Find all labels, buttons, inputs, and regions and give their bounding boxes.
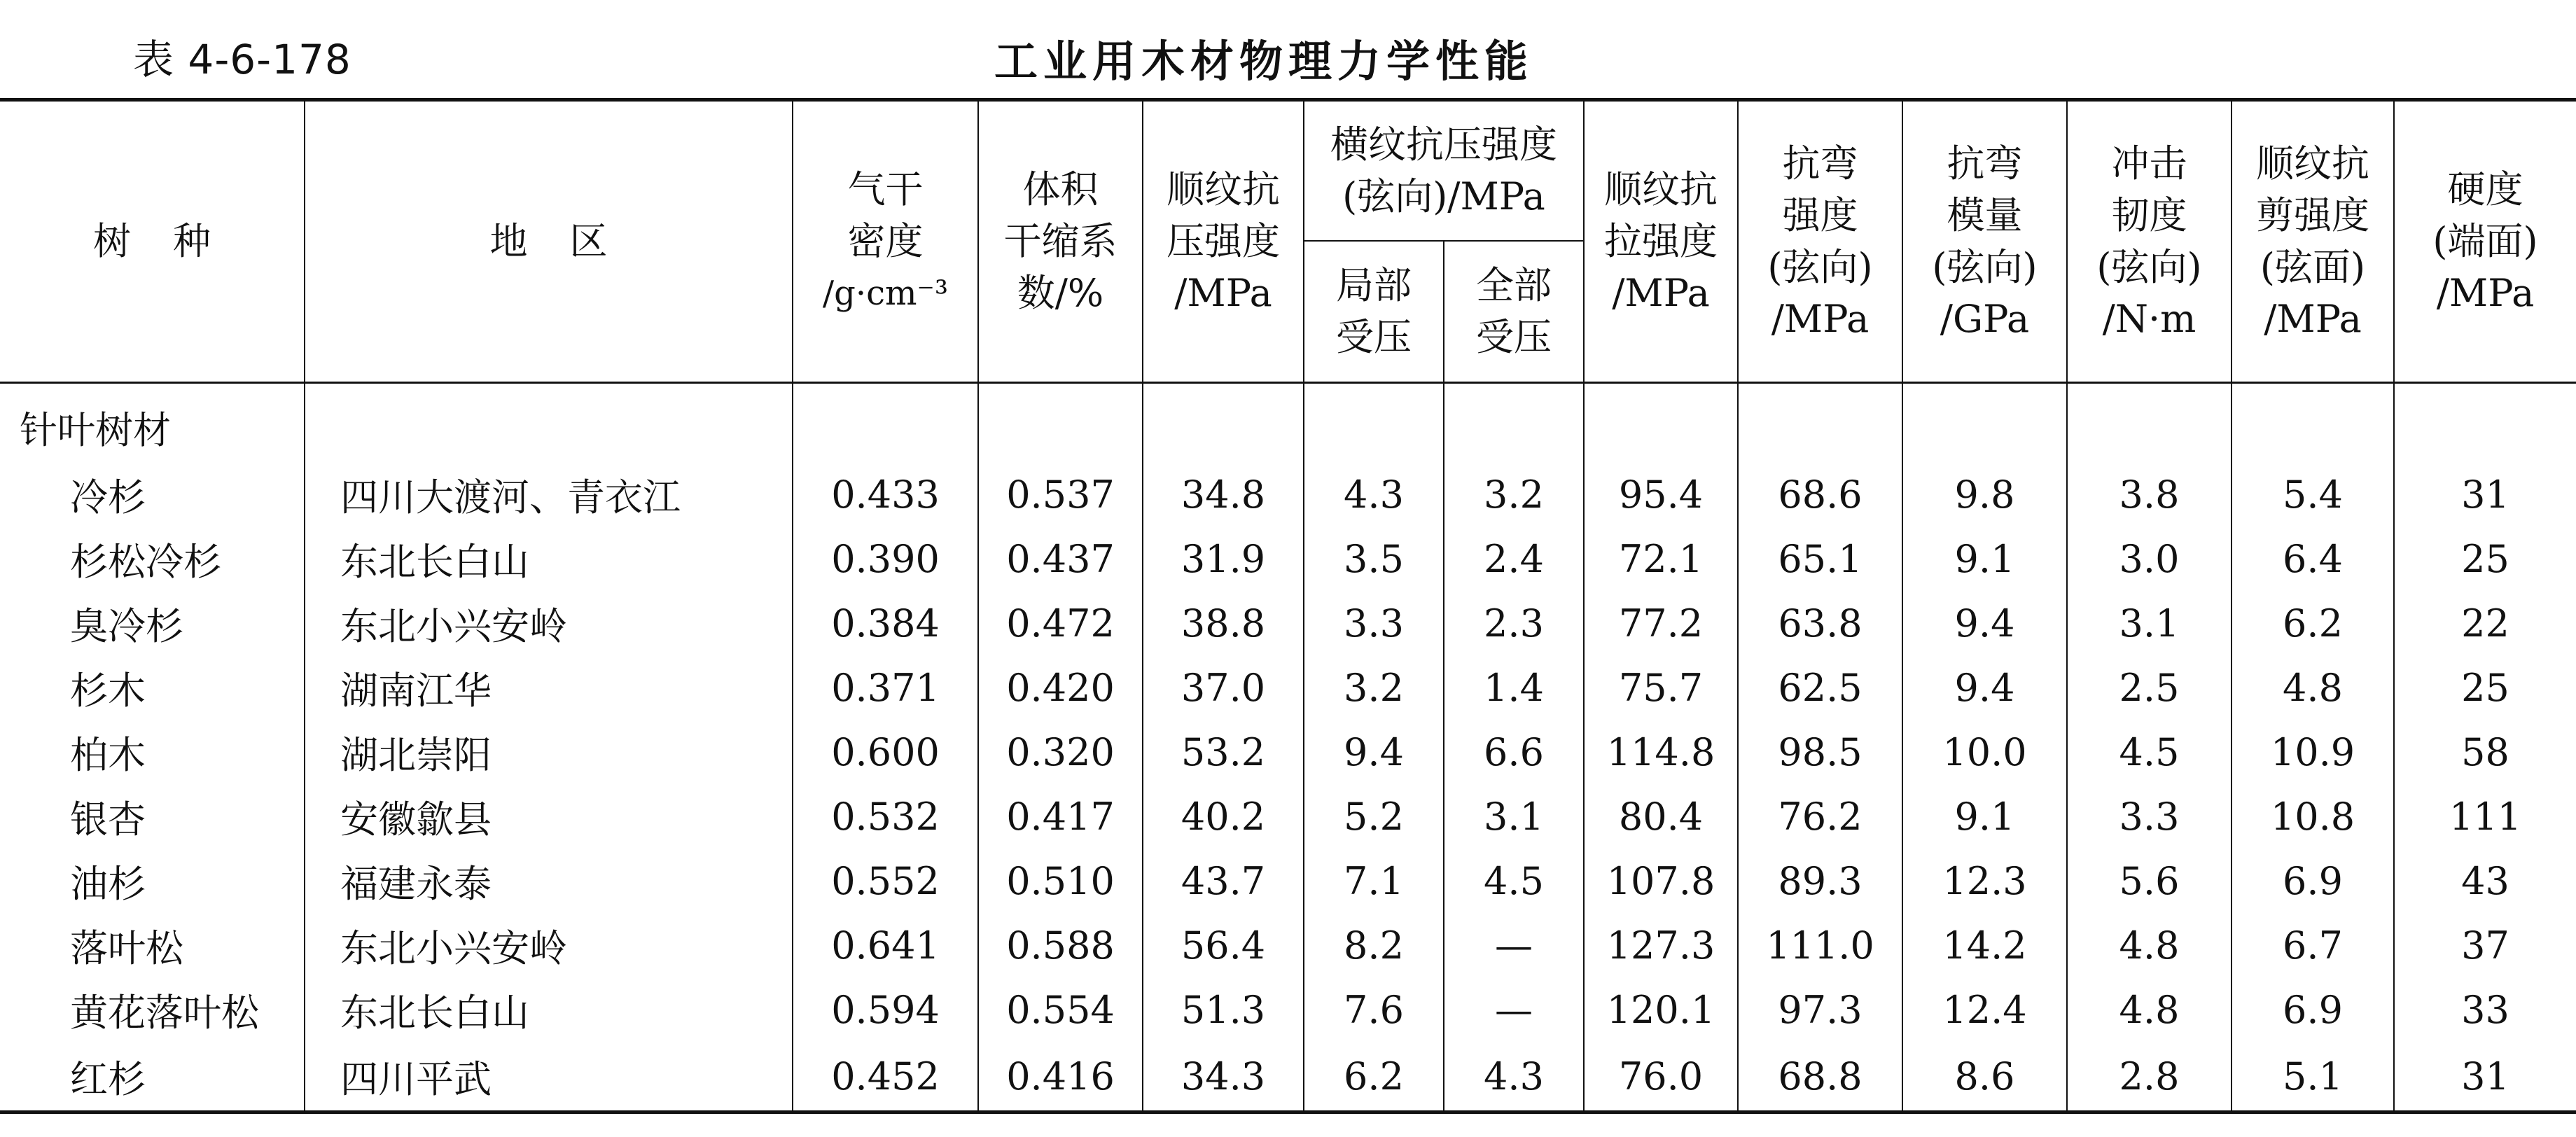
header-compression-perp <box>1304 100 1584 242</box>
cell-compression-partial: 7.6 <box>1304 977 1444 1042</box>
cell-tension-parallel: 120.1 <box>1584 977 1738 1042</box>
header-impact-toughness-line-3: (弦向) <box>2096 245 2202 289</box>
cell-bending-strength: 76.2 <box>1738 784 1902 849</box>
cell-compression-partial: 6.2 <box>1304 1042 1444 1112</box>
cell-bending-strength: 89.3 <box>1738 849 1902 913</box>
cell-impact-toughness: 3.1 <box>2067 591 2232 655</box>
cell-hardness: 31 <box>2394 462 2576 526</box>
header-compression-partial <box>1304 241 1444 383</box>
cell-density: 0.390 <box>793 526 978 591</box>
cell-impact-toughness: 3.3 <box>2067 784 2232 849</box>
cell-species: 柏木 <box>70 732 146 777</box>
header-bending-modulus-line-4: /GPa <box>1940 297 2030 341</box>
cell-region: 东北长白山 <box>305 526 793 591</box>
table-row <box>0 655 2576 720</box>
header-bending-modulus-line-3: (弦向) <box>1932 245 2038 289</box>
header-hardness-line-1: 硬度 <box>2447 167 2523 211</box>
cell-compression-partial: 5.2 <box>1304 784 1444 849</box>
cell-tension-parallel: 80.4 <box>1584 784 1738 849</box>
cell-impact-toughness: 2.5 <box>2067 655 2232 720</box>
cell-compression-full: 3.1 <box>1444 784 1584 849</box>
cell-compression-partial: 7.1 <box>1304 849 1444 913</box>
header-shrinkage-line-1: 体积 <box>1022 167 1099 211</box>
cell-compression-full: — <box>1444 913 1584 977</box>
cell-compression-full: 2.3 <box>1444 591 1584 655</box>
cell-region: 四川大渡河、青衣江 <box>305 462 793 526</box>
cell-shear-parallel: 10.9 <box>2232 720 2394 784</box>
table-number: 表 4-6-178 <box>133 36 351 83</box>
header-tension-parallel-line-2: 拉强度 <box>1604 219 1718 263</box>
header-species-label: 树种 <box>93 219 253 263</box>
cell-compression-full: — <box>1444 977 1584 1042</box>
cell-density: 0.600 <box>793 720 978 784</box>
cell-shrinkage: 0.588 <box>978 913 1143 977</box>
header-bending-strength-line-2: 强度 <box>1782 193 1858 237</box>
header-shrinkage-line-2: 干缩系 <box>1003 219 1118 263</box>
cell-compression-parallel: 43.7 <box>1143 849 1304 913</box>
cell-density: 0.594 <box>793 977 978 1042</box>
header-shrinkage <box>978 100 1143 383</box>
cell-species: 红杉 <box>70 1056 146 1101</box>
table-row <box>0 1042 2576 1112</box>
table-row <box>0 591 2576 655</box>
header-density-line-1: 气干 <box>847 167 924 211</box>
cell-bending-modulus: 9.1 <box>1902 784 2067 849</box>
cell-density: 0.452 <box>793 1042 978 1112</box>
cell-region: 湖南江华 <box>305 655 793 720</box>
cell-compression-full: 3.2 <box>1444 462 1584 526</box>
cell-density: 0.641 <box>793 913 978 977</box>
cell-compression-parallel: 31.9 <box>1143 526 1304 591</box>
header-shear-parallel-line-3: (弦面) <box>2260 245 2366 289</box>
header-compression-partial-line-1: 局部 <box>1336 263 1412 307</box>
cell-impact-toughness: 4.5 <box>2067 720 2232 784</box>
cell-hardness: 43 <box>2394 849 2576 913</box>
cell-shrinkage: 0.472 <box>978 591 1143 655</box>
cell-shear-parallel: 5.1 <box>2232 1042 2394 1112</box>
cell-shrinkage: 0.537 <box>978 462 1143 526</box>
cell-compression-partial: 8.2 <box>1304 913 1444 977</box>
header-impact-toughness-line-4: /N·m <box>2102 297 2196 341</box>
cell-hardness: 25 <box>2394 655 2576 720</box>
header-bending-strength <box>1738 100 1902 383</box>
table-row <box>0 977 2576 1042</box>
cell-compression-parallel: 34.3 <box>1143 1042 1304 1112</box>
cell-hardness: 58 <box>2394 720 2576 784</box>
properties-table <box>0 98 2576 1114</box>
cell-compression-full: 1.4 <box>1444 655 1584 720</box>
header-region-label: 地区 <box>489 219 650 263</box>
cell-region: 东北长白山 <box>305 977 793 1042</box>
cell-bending-strength: 98.5 <box>1738 720 1902 784</box>
header-region <box>305 100 793 383</box>
cell-species: 杉松冷杉 <box>70 539 221 584</box>
cell-shrinkage: 0.420 <box>978 655 1143 720</box>
cell-shrinkage: 0.416 <box>978 1042 1143 1112</box>
cell-compression-full: 4.5 <box>1444 849 1584 913</box>
cell-impact-toughness: 3.8 <box>2067 462 2232 526</box>
cell-impact-toughness: 4.8 <box>2067 913 2232 977</box>
cell-compression-parallel: 34.8 <box>1143 462 1304 526</box>
cell-bending-modulus: 8.6 <box>1902 1042 2067 1112</box>
cell-hardness: 31 <box>2394 1042 2576 1112</box>
cell-shear-parallel: 6.7 <box>2232 913 2394 977</box>
cell-tension-parallel: 77.2 <box>1584 591 1738 655</box>
header-bending-strength-line-4: /MPa <box>1771 297 1870 341</box>
cell-shear-parallel: 6.4 <box>2232 526 2394 591</box>
cell-hardness: 25 <box>2394 526 2576 591</box>
header-compression-full-line-2: 受压 <box>1476 315 1552 359</box>
cell-region: 福建永泰 <box>305 849 793 913</box>
cell-species: 臭冷杉 <box>70 604 183 648</box>
header-shrinkage-line-3: 数/% <box>1017 271 1104 315</box>
cell-bending-strength: 97.3 <box>1738 977 1902 1042</box>
header-compression-parallel-line-3: /MPa <box>1174 271 1272 315</box>
cell-bending-strength: 68.8 <box>1738 1042 1902 1112</box>
cell-impact-toughness: 4.8 <box>2067 977 2232 1042</box>
cell-impact-toughness: 5.6 <box>2067 849 2232 913</box>
cell-compression-partial: 3.3 <box>1304 591 1444 655</box>
cell-bending-strength: 68.6 <box>1738 462 1902 526</box>
cell-tension-parallel: 107.8 <box>1584 849 1738 913</box>
cell-bending-modulus: 9.8 <box>1902 462 2067 526</box>
cell-bending-strength: 62.5 <box>1738 655 1902 720</box>
table-row <box>0 849 2576 913</box>
cell-shear-parallel: 6.2 <box>2232 591 2394 655</box>
cell-impact-toughness: 2.8 <box>2067 1042 2232 1112</box>
header-bending-modulus-line-1: 抗弯 <box>1947 141 2023 186</box>
table-row <box>0 784 2576 849</box>
cell-tension-parallel: 114.8 <box>1584 720 1738 784</box>
cell-compression-full: 6.6 <box>1444 720 1584 784</box>
header-shear-parallel-line-1: 顺纹抗 <box>2256 141 2369 186</box>
header-hardness-line-2: (端面) <box>2432 219 2538 263</box>
cell-shrinkage: 0.437 <box>978 526 1143 591</box>
cell-shear-parallel: 6.9 <box>2232 977 2394 1042</box>
header-compression-partial-line-2: 受压 <box>1336 315 1412 359</box>
cell-compression-full: 2.4 <box>1444 526 1584 591</box>
cell-species: 冷杉 <box>70 475 146 519</box>
header-impact-toughness <box>2067 100 2232 383</box>
header-row-top <box>0 100 2576 242</box>
cell-shear-parallel: 10.8 <box>2232 784 2394 849</box>
cell-bending-modulus: 9.1 <box>1902 526 2067 591</box>
cell-compression-partial: 3.5 <box>1304 526 1444 591</box>
cell-compression-parallel: 38.8 <box>1143 591 1304 655</box>
cell-density: 0.433 <box>793 462 978 526</box>
header-impact-toughness-line-1: 冲击 <box>2111 141 2187 186</box>
cell-shear-parallel: 6.9 <box>2232 849 2394 913</box>
cell-density: 0.532 <box>793 784 978 849</box>
header-bending-modulus-line-2: 模量 <box>1947 193 2023 237</box>
header-hardness <box>2394 100 2576 383</box>
cell-compression-parallel: 53.2 <box>1143 720 1304 784</box>
table-row <box>0 462 2576 526</box>
table-title: 工业用木材物理力学性能 <box>994 36 1534 87</box>
header-shear-parallel-line-2: 剪强度 <box>2256 193 2369 237</box>
header-species <box>0 100 305 383</box>
cell-shrinkage: 0.554 <box>978 977 1143 1042</box>
cell-compression-parallel: 40.2 <box>1143 784 1304 849</box>
cell-hardness: 37 <box>2394 913 2576 977</box>
cell-bending-modulus: 10.0 <box>1902 720 2067 784</box>
header-hardness-line-3: /MPa <box>2436 271 2535 315</box>
cell-bending-strength: 63.8 <box>1738 591 1902 655</box>
header-bending-strength-line-1: 抗弯 <box>1782 141 1858 186</box>
cell-shrinkage: 0.320 <box>978 720 1143 784</box>
cell-compression-partial: 4.3 <box>1304 462 1444 526</box>
header-tension-parallel <box>1584 100 1738 383</box>
header-compression-parallel-line-1: 顺纹抗 <box>1167 167 1280 211</box>
cell-tension-parallel: 72.1 <box>1584 526 1738 591</box>
cell-shrinkage: 0.417 <box>978 784 1143 849</box>
cell-region: 四川平武 <box>305 1042 793 1112</box>
cell-hardness: 33 <box>2394 977 2576 1042</box>
header-density <box>793 100 978 383</box>
cell-bending-strength: 65.1 <box>1738 526 1902 591</box>
cell-density: 0.384 <box>793 591 978 655</box>
cell-bending-modulus: 9.4 <box>1902 655 2067 720</box>
header-bending-strength-line-3: (弦向) <box>1767 245 1873 289</box>
header-shear-parallel-line-4: /MPa <box>2264 297 2362 341</box>
cell-tension-parallel: 76.0 <box>1584 1042 1738 1112</box>
cell-density: 0.371 <box>793 655 978 720</box>
header-compression-full <box>1444 241 1584 383</box>
cell-compression-partial: 3.2 <box>1304 655 1444 720</box>
table-body <box>0 383 2576 1112</box>
cell-bending-modulus: 9.4 <box>1902 591 2067 655</box>
header-compression-parallel <box>1143 100 1304 383</box>
cell-region: 湖北崇阳 <box>305 720 793 784</box>
cell-tension-parallel: 75.7 <box>1584 655 1738 720</box>
header-compression-parallel-line-2: 压强度 <box>1167 219 1280 263</box>
cell-compression-parallel: 51.3 <box>1143 977 1304 1042</box>
cell-bending-modulus: 12.4 <box>1902 977 2067 1042</box>
table-row <box>0 526 2576 591</box>
cell-hardness: 22 <box>2394 591 2576 655</box>
table-row <box>0 720 2576 784</box>
cell-compression-parallel: 56.4 <box>1143 913 1304 977</box>
cell-bending-strength: 111.0 <box>1738 913 1902 977</box>
header-compression-perp-line-1: 横纹抗压强度 <box>1330 123 1557 167</box>
cell-species: 落叶松 <box>70 926 183 970</box>
header-compression-full-line-1: 全部 <box>1476 263 1552 307</box>
cell-compression-parallel: 37.0 <box>1143 655 1304 720</box>
table-row <box>0 913 2576 977</box>
cell-tension-parallel: 127.3 <box>1584 913 1738 977</box>
cell-shear-parallel: 5.4 <box>2232 462 2394 526</box>
cell-shrinkage: 0.510 <box>978 849 1143 913</box>
cell-region: 东北小兴安岭 <box>305 913 793 977</box>
header-impact-toughness-line-2: 韧度 <box>2111 193 2187 237</box>
cell-bending-modulus: 12.3 <box>1902 849 2067 913</box>
header-tension-parallel-line-3: /MPa <box>1612 271 1710 315</box>
cell-species: 杉木 <box>70 668 146 713</box>
header-tension-parallel-line-1: 顺纹抗 <box>1604 167 1718 211</box>
cell-compression-full: 4.3 <box>1444 1042 1584 1112</box>
cell-hardness: 111 <box>2394 784 2576 849</box>
header-shear-parallel <box>2232 100 2394 383</box>
cell-region: 安徽歙县 <box>305 784 793 849</box>
cell-tension-parallel: 95.4 <box>1584 462 1738 526</box>
header-bending-modulus <box>1902 100 2067 383</box>
cell-species: 油杉 <box>70 861 146 906</box>
cell-bending-modulus: 14.2 <box>1902 913 2067 977</box>
cell-compression-partial: 9.4 <box>1304 720 1444 784</box>
cell-impact-toughness: 3.0 <box>2067 526 2232 591</box>
cell-density: 0.552 <box>793 849 978 913</box>
header-density-line-2: 密度 <box>847 219 924 263</box>
header-density-line-3: /g·cm⁻³ <box>822 274 949 313</box>
cell-species: 黄花落叶松 <box>70 990 259 1035</box>
group-row <box>0 383 2576 463</box>
group-label: 针叶树材 <box>20 407 171 452</box>
cell-region: 东北小兴安岭 <box>305 591 793 655</box>
cell-shear-parallel: 4.8 <box>2232 655 2394 720</box>
cell-species: 银杏 <box>70 797 146 842</box>
header-compression-perp-line-2: (弦向)/MPa <box>1342 174 1545 218</box>
